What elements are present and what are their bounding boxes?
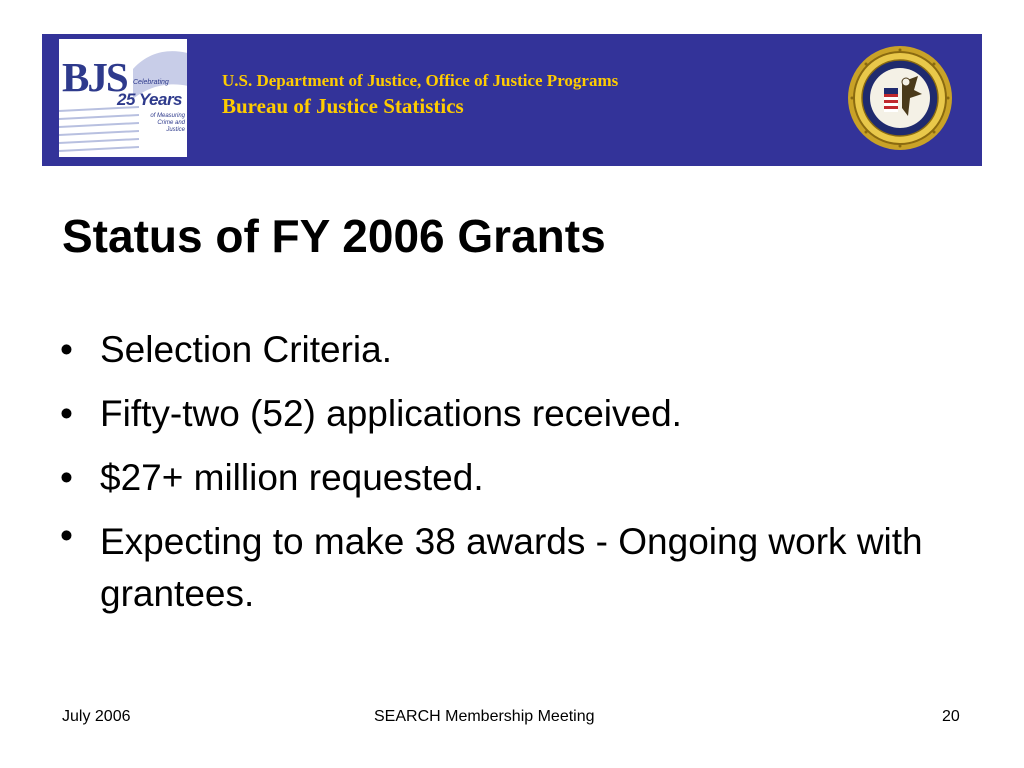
logo-bjs-letters: BJS [62,54,127,100]
bullet-icon: • [60,457,73,498]
bullet-text: Fifty-two (52) applications received. [100,393,682,434]
bullet-icon: • [60,329,73,370]
footer-date: July 2006 [62,708,131,725]
bullet-icon: • [60,393,73,434]
bullet-item [60,318,960,382]
bjs-25-years-logo [59,39,187,157]
bullet-item [60,446,960,510]
footer-event-name: SEARCH Membership Meeting [374,708,595,725]
logo-years-text: 25 Years [117,90,183,109]
slide-title: Status of FY 2006 Grants [62,210,606,262]
logo-tagline-text: of Measuring Crime and Justice [150,113,185,133]
agency-name: U.S. Department of Justice, Office of Justice Programs [222,71,619,90]
bullet-item [60,382,960,446]
bullet-text: $27+ million requested. [100,457,484,498]
header-banner [42,34,982,166]
bullet-text: Expecting to make 38 awards - Ongoing work with grantees. [100,521,923,614]
doj-seal-icon [844,42,956,154]
bullet-icon: • [60,515,73,556]
header-text [222,70,618,120]
bureau-name: Bureau of Justice Statistics [222,94,464,118]
bullet-list [60,318,960,620]
logo-celebrating-text: Celebrating [133,79,169,86]
bullet-item [60,510,960,620]
logo-stripes-graphic [59,105,139,157]
footer-page-number: 20 [942,708,960,725]
bullet-text: Selection Criteria. [100,329,393,370]
